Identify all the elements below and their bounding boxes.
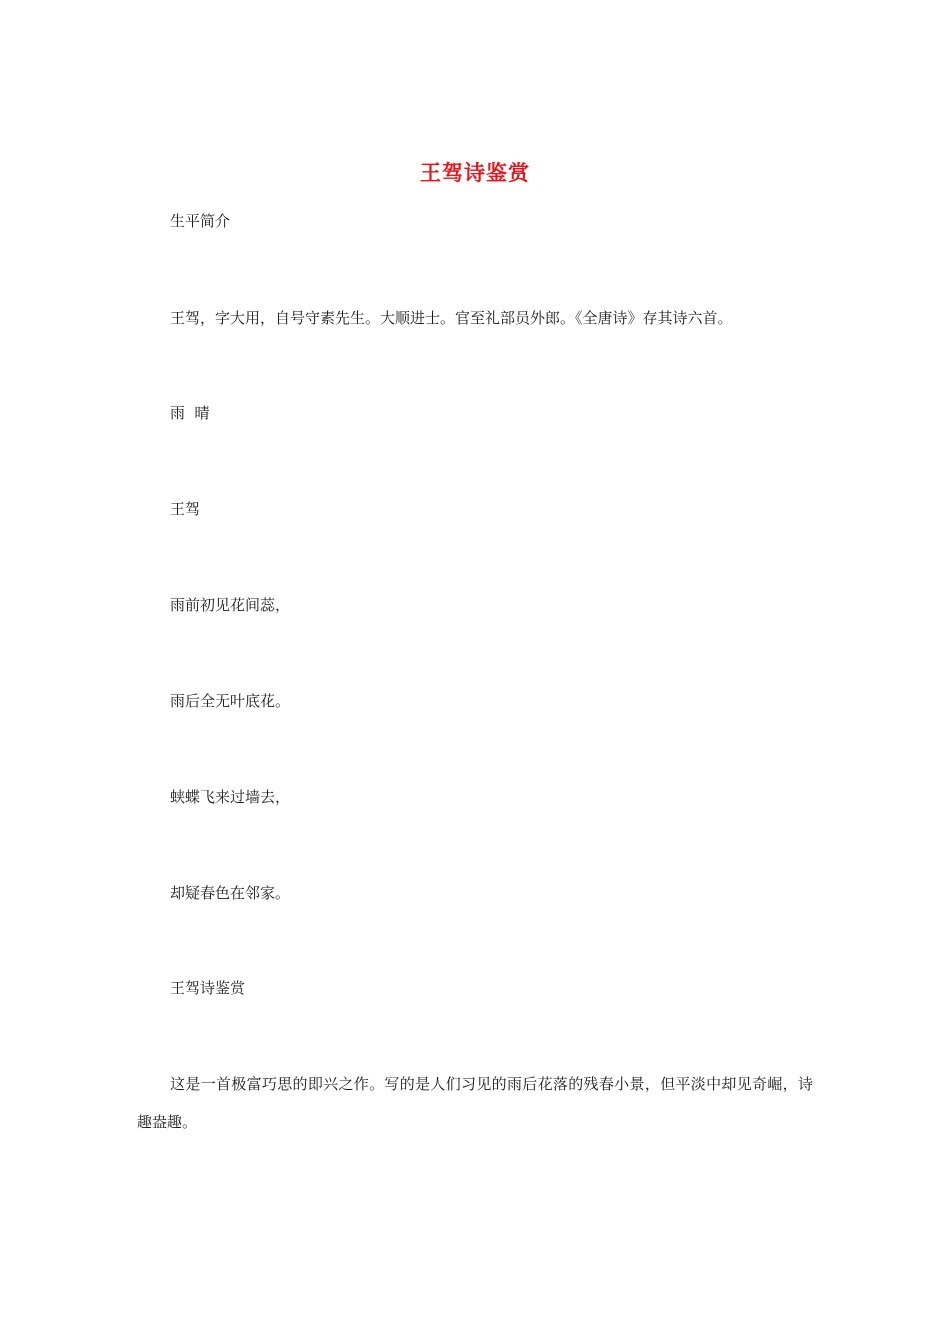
section-heading-biography: 生平简介 <box>170 212 231 230</box>
appreciation-paragraph: 这是一首极富巧思的即兴之作。写的是人们习见的雨后花落的残春小景，但平淡中却见奇崛，诗趣盎趣。 <box>137 1075 813 1131</box>
document-title: 王驾诗鉴赏 <box>420 160 530 185</box>
poem-line-1: 雨前初见花间蕊， <box>170 596 291 614</box>
poem-title: 雨 晴 <box>170 404 210 422</box>
section-heading-appreciation: 王驾诗鉴赏 <box>170 979 246 997</box>
poem-line-3: 蛱蝶飞来过墙去， <box>170 788 291 806</box>
biography-text: 王驾，字大用，自号守素先生。大顺进士。官至礼部员外郎。《全唐诗》存其诗六首。 <box>170 309 733 327</box>
poem-line-4: 却疑春色在邻家。 <box>170 884 291 902</box>
poem-author: 王驾 <box>170 500 201 518</box>
poem-line-2: 雨后全无叶底花。 <box>170 692 291 710</box>
